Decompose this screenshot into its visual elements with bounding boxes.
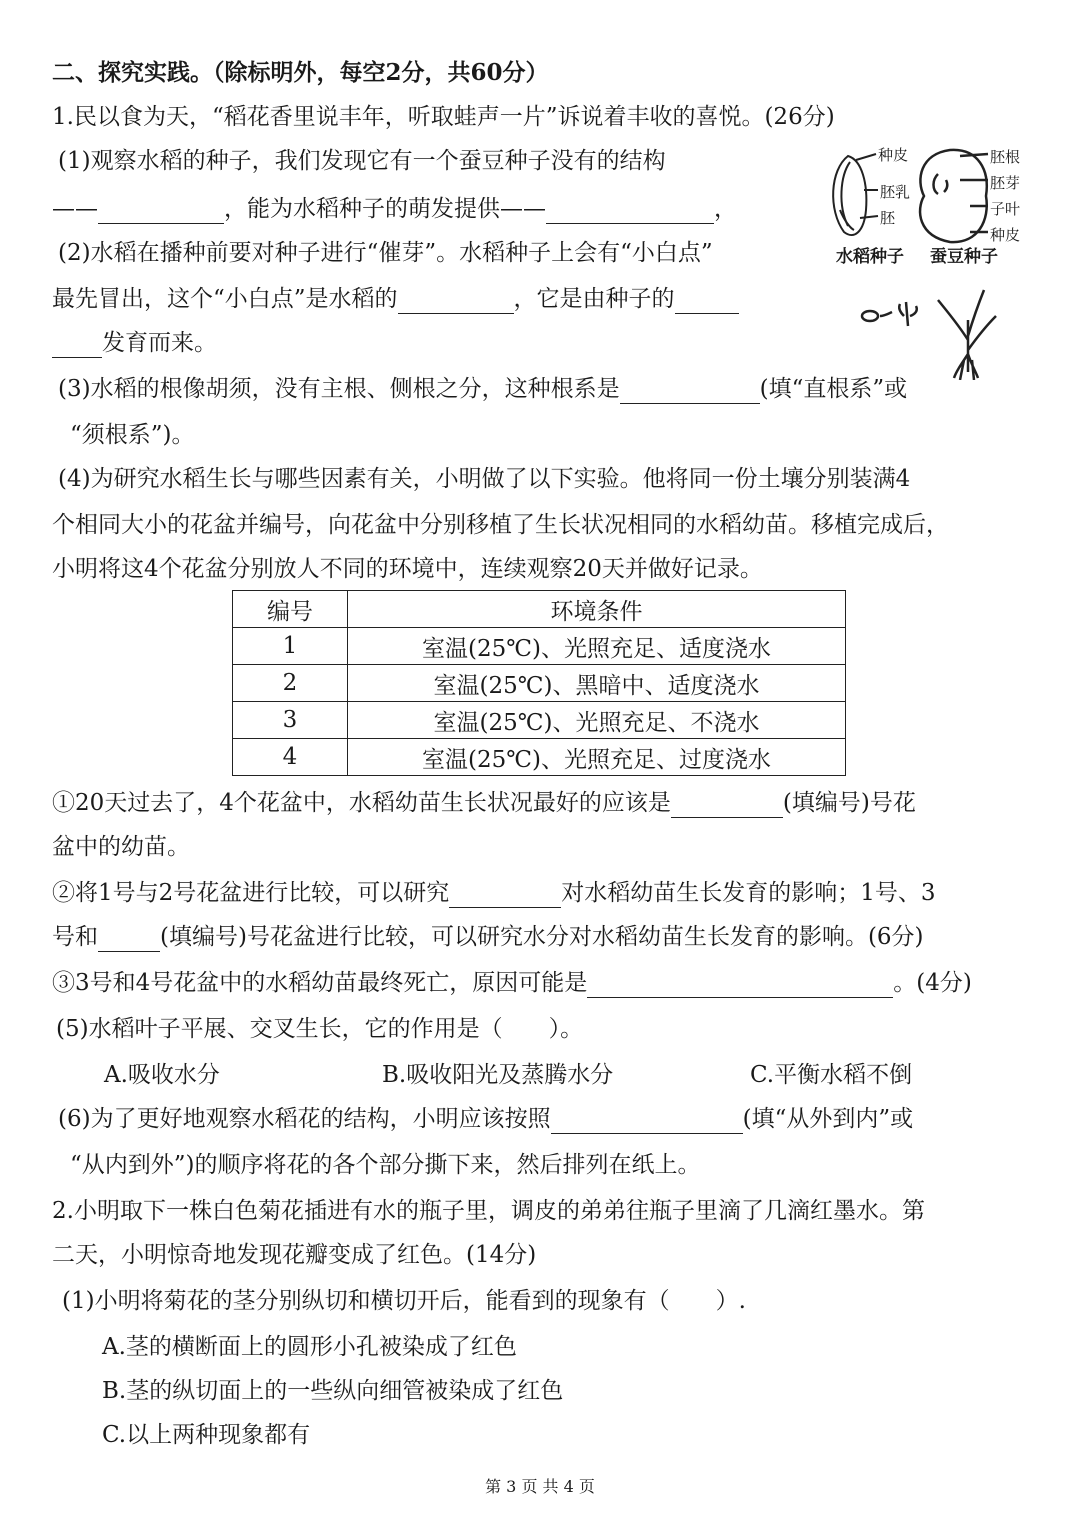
q1-p6-line2: “从内到外”)的顺序将花的各个部分撕下来，然后排列在纸上。 bbox=[70, 1152, 701, 1178]
rice-seed-caption: 水稻种子 bbox=[836, 247, 904, 267]
q2-stem-line1: 2.小明取下一株白色菊花插进有水的瓶子里，调皮的弟弟往瓶子里滴了几滴红墨水。第 bbox=[52, 1198, 925, 1224]
q1-p4-line1: (4)为研究水稻生长与哪些因素有关，小明做了以下实验。他将同一份土壤分别装满4 bbox=[58, 466, 911, 492]
environment-table bbox=[232, 590, 846, 776]
germination-sketch-icon bbox=[862, 290, 996, 380]
table-header-row bbox=[233, 591, 846, 628]
q1-p1-mid: ，能为水稻种子的萌发提供—— bbox=[224, 196, 546, 222]
answer-blank-2[interactable] bbox=[546, 197, 714, 224]
rice-seed-icon bbox=[833, 154, 878, 235]
table-cell-condition: 室温(25℃)、光照充足、过度浇水 bbox=[348, 739, 846, 776]
q1-p5-option-a[interactable]: A.吸收水分 bbox=[104, 1062, 220, 1088]
answer-blank-8[interactable] bbox=[98, 925, 160, 952]
q1-p6-line1 bbox=[58, 1104, 913, 1134]
answer-blank-1[interactable] bbox=[98, 197, 224, 224]
table-cell-number: 1 bbox=[233, 628, 348, 665]
table-cell-condition: 室温(25℃)、黑暗中、适度浇水 bbox=[348, 665, 846, 702]
q1-s2-line1 bbox=[52, 878, 936, 908]
table-header-number: 编号 bbox=[233, 591, 348, 628]
answer-blank-3[interactable] bbox=[398, 287, 514, 314]
q1-s1-text2: (填编号)号花 bbox=[782, 790, 916, 816]
answer-blank-9[interactable] bbox=[587, 971, 893, 998]
q1-p1-line1: (1)观察水稻的种子，我们发现它有一个蚕豆种子没有的结构 bbox=[58, 148, 666, 174]
table-cell-condition: 室温(25℃)、光照充足、适度浇水 bbox=[348, 628, 846, 665]
bean-label-cotyledon: 子叶 bbox=[990, 200, 1021, 218]
answer-blank-10[interactable] bbox=[551, 1107, 743, 1134]
q1-p6-text2: (填“从外到内”或 bbox=[742, 1106, 914, 1132]
q1-s2-text1: ②将1号与2号花盆进行比较，可以研究 bbox=[52, 880, 450, 906]
q1-p2-line2 bbox=[52, 284, 739, 314]
q1-p2-line1: (2)水稻在播种前要对种子进行“催芽”。水稻种子上会有“小白点” bbox=[58, 240, 713, 266]
q1-p3-line2: “须根系”)。 bbox=[70, 422, 195, 448]
table-header-condition: 环境条件 bbox=[348, 591, 846, 628]
q1-p4-line2: 个相同大小的花盆并编号，向花盆中分别移植了生长状况相同的水稻幼苗。移植完成后， bbox=[52, 512, 949, 538]
section-title: 二、探究实践。（除标明外，每空2分，共60分） bbox=[52, 59, 549, 86]
table-row bbox=[233, 702, 846, 739]
rice-label-embryo: 胚 bbox=[880, 209, 896, 227]
q1-s2-text3: 号和 bbox=[52, 924, 98, 950]
answer-blank-7[interactable] bbox=[449, 881, 561, 908]
table-row bbox=[233, 665, 846, 702]
rice-label-endosperm: 胚乳 bbox=[880, 183, 911, 201]
q1-p6-text1: (6)为了更好地观察水稻花的结构，小明应该按照 bbox=[58, 1106, 551, 1132]
q1-p5: (5)水稻叶子平展、交叉生长，它的作用是（ ）。 bbox=[56, 1016, 584, 1042]
q1-p2-text2: ，它是由种子的 bbox=[513, 286, 675, 312]
bean-seed-icon bbox=[920, 150, 988, 242]
q1-p5-option-b[interactable]: B.吸收阳光及蒸腾水分 bbox=[382, 1062, 614, 1088]
q1-s3-line bbox=[52, 968, 972, 998]
q2-stem-line2: 二天，小明惊奇地发现花瓣变成了红色。(14分) bbox=[52, 1242, 537, 1268]
q2-option-b[interactable]: B.茎的纵切面上的一些纵向细管被染成了红色 bbox=[102, 1378, 564, 1404]
q2-option-a[interactable]: A.茎的横断面上的圆形小孔被染成了红色 bbox=[102, 1334, 517, 1360]
bean-seed-caption: 蚕豆种子 bbox=[930, 247, 998, 267]
q1-p3-text2: (填“直根系”或 bbox=[759, 376, 908, 402]
table-cell-number: 4 bbox=[233, 739, 348, 776]
q1-s1-line2: 盆中的幼苗。 bbox=[52, 834, 190, 860]
bean-label-seed-coat: 种皮 bbox=[990, 226, 1021, 244]
table-row bbox=[233, 739, 846, 776]
q1-p4-line3: 小明将这4个花盆分别放人不同的环境中，连续观察20天并做好记录。 bbox=[52, 556, 763, 582]
q1-p3-text1: (3)水稻的根像胡须，没有主根、侧根之分，这种根系是 bbox=[58, 376, 620, 402]
rice-label-seed-coat: 种皮 bbox=[878, 146, 909, 164]
q1-p5-option-c[interactable]: C.平衡水稻不倒 bbox=[750, 1062, 913, 1088]
q1-stem: 1.民以食为天，“稻花香里说丰年，听取蛙声一片”诉说着丰收的喜悦。(26分) bbox=[52, 104, 835, 130]
q1-p1-dash: —— bbox=[52, 196, 98, 222]
q1-p2-line3 bbox=[52, 328, 217, 358]
q1-s2-text2: 对水稻幼苗生长发育的影响；1号、3 bbox=[561, 880, 936, 906]
table-cell-condition: 室温(25℃)、光照充足、不浇水 bbox=[348, 702, 846, 739]
answer-blank-6[interactable] bbox=[671, 791, 783, 818]
q1-p2-text1: 最先冒出，这个“小白点”是水稻的 bbox=[52, 286, 398, 312]
q1-s3-text1: ③3号和4号花盆中的水稻幼苗最终死亡，原因可能是 bbox=[52, 970, 588, 996]
bean-label-radicle: 胚根 bbox=[990, 148, 1021, 166]
q1-s2-text4: (填编号)号花盆进行比较，可以研究水分对水稻幼苗生长发育的影响。(6分) bbox=[160, 924, 924, 950]
table-row bbox=[233, 628, 846, 665]
table-cell-number: 3 bbox=[233, 702, 348, 739]
q1-p3-line1 bbox=[58, 374, 907, 404]
q1-p2-text3: 发育而来。 bbox=[102, 330, 217, 356]
q1-p1-end: ， bbox=[714, 196, 737, 222]
q1-s3-text2: 。(4分) bbox=[893, 970, 972, 996]
answer-blank-5[interactable] bbox=[620, 377, 760, 404]
q1-s2-line2 bbox=[52, 922, 924, 952]
bean-label-plumule: 胚芽 bbox=[990, 174, 1021, 192]
q1-s1-line1 bbox=[52, 788, 916, 818]
q1-s1-text1: ①20天过去了，4个花盆中，水稻幼苗生长状况最好的应该是 bbox=[52, 790, 671, 816]
q2-option-c[interactable]: C.以上两种现象都有 bbox=[102, 1422, 311, 1448]
answer-blank-4[interactable] bbox=[675, 287, 739, 314]
page-footer: 第 3 页 共 4 页 bbox=[485, 1477, 595, 1496]
q1-p1-line2 bbox=[52, 194, 737, 224]
table-cell-number: 2 bbox=[233, 665, 348, 702]
answer-blank-4b[interactable] bbox=[52, 331, 102, 358]
q2-p1: (1)小明将菊花的茎分别纵切和横切开后，能看到的现象有（ ）. bbox=[62, 1288, 746, 1314]
